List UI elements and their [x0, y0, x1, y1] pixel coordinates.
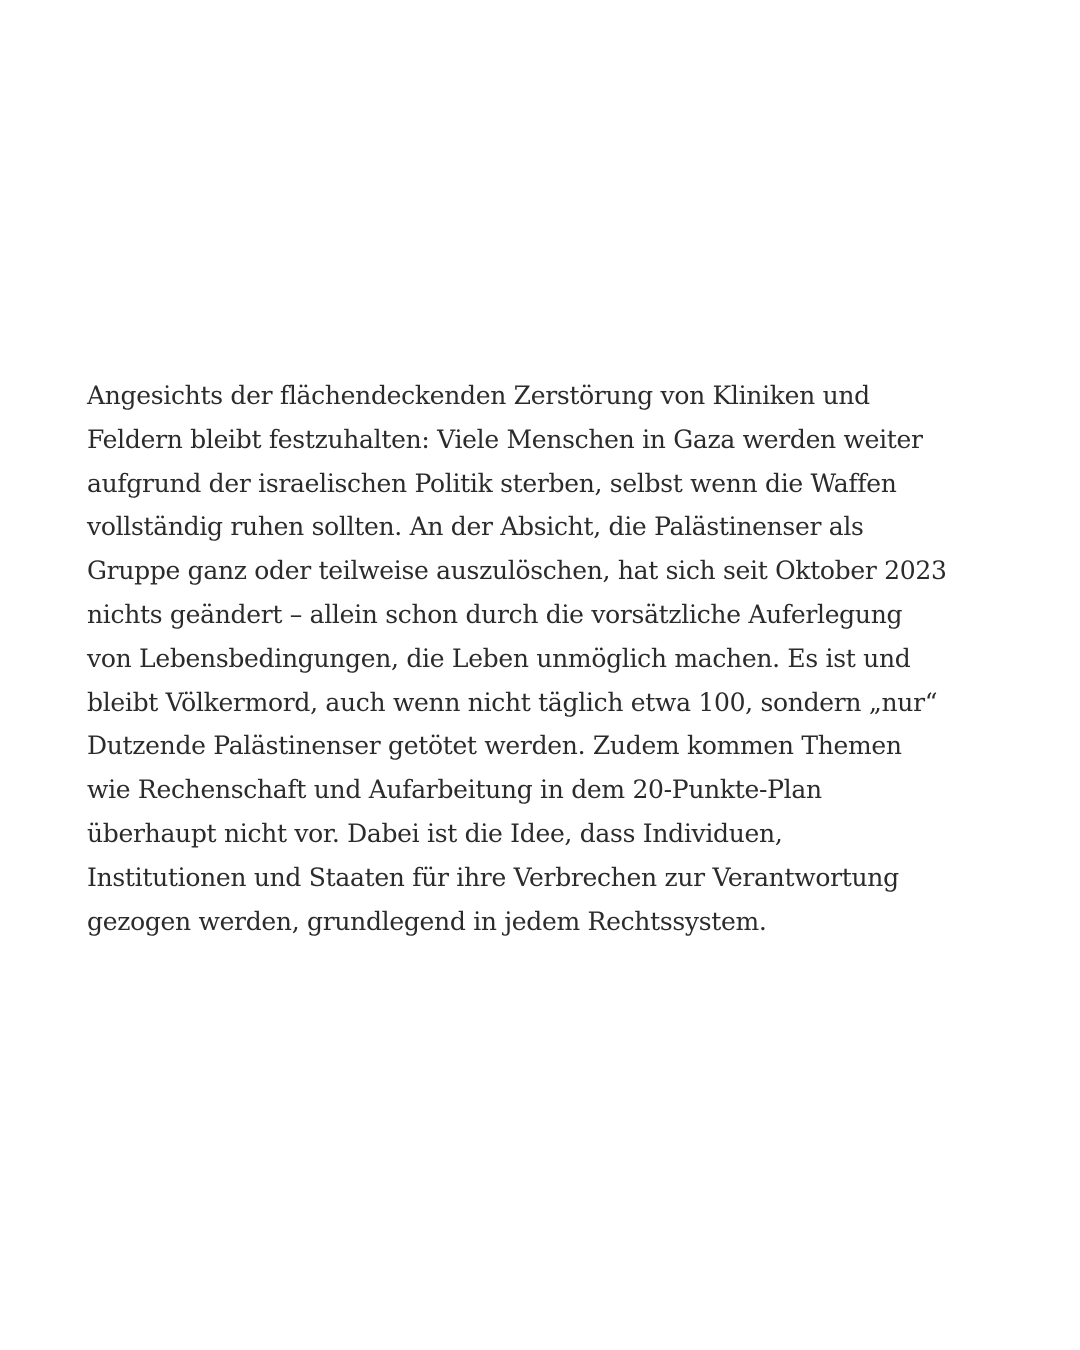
- paragraph-line: wie Rechenschaft und Aufarbeitung in dem 20-Punkte-Plan: [87, 775, 822, 805]
- paragraph-line: bleibt Völkermord, auch wenn nicht täglich etwa 100, sondern „nur“: [87, 687, 938, 717]
- paragraph-line: gezogen werden, grundlegend in jedem Rechtssystem.: [87, 906, 767, 936]
- paragraph-line: Feldern bleibt festzuhalten: Viele Menschen in Gaza werden weiter: [87, 424, 923, 454]
- article-paragraph: [87, 374, 987, 943]
- paragraph-line: Angesichts der flächendeckenden Zerstörung von Kliniken und: [87, 381, 870, 410]
- paragraph-line: Gruppe ganz oder teilweise auszulöschen, hat sich seit Oktober 2023: [87, 556, 947, 586]
- paragraph-line: Dutzende Palästinenser getötet werden. Zudem kommen Themen: [87, 731, 902, 761]
- paragraph-line: aufgrund der israelischen Politik sterben, selbst wenn die Waffen: [87, 468, 897, 498]
- paragraph-line: Institutionen und Staaten für ihre Verbrechen zur Verantwortung: [87, 862, 899, 892]
- paragraph-line: vollständig ruhen sollten. An der Absicht, die Palästinenser als: [87, 512, 864, 542]
- paragraph-line: von Lebensbedingungen, die Leben unmöglich machen. Es ist und: [87, 643, 911, 673]
- paragraph-line: überhaupt nicht vor. Dabei ist die Idee, dass Individuen,: [87, 818, 783, 848]
- paragraph-line: nichts geändert – allein schon durch die vorsätzliche Auferlegung: [87, 599, 903, 629]
